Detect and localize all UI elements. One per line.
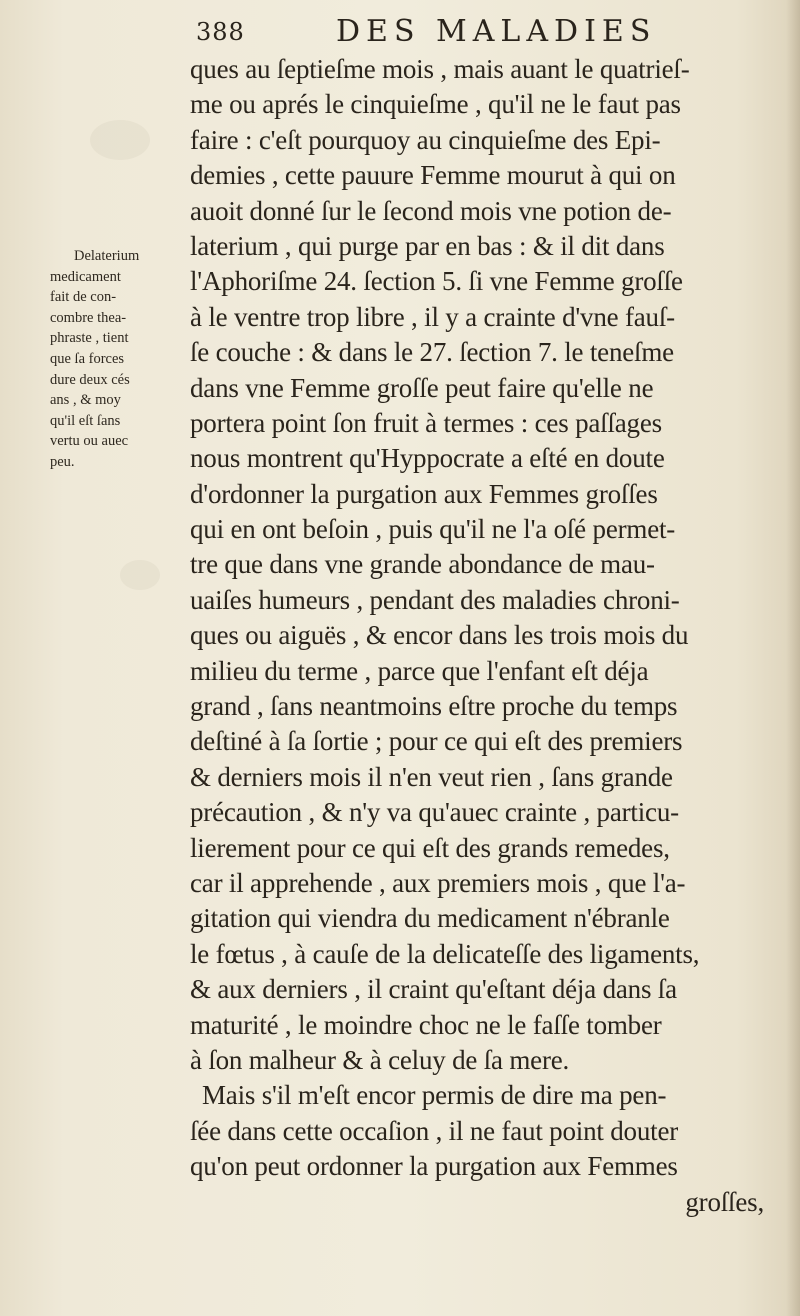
page-number: 388	[196, 18, 245, 46]
text-line: ques au ſeptieſme mois , mais auant le quatrieſ-	[190, 54, 690, 84]
margin-note-line: Delaterium	[74, 248, 140, 264]
margin-note-line: dure deux cés	[50, 371, 130, 388]
text-line: faire : c'eſt pourquoy au cinquieſme des Epi-	[190, 124, 661, 155]
margin-note-line: peu.	[50, 453, 75, 470]
margin-note-line: medicament	[50, 268, 121, 285]
text-line: à le ventre trop libre , il y a crainte d'vne fauſ-	[190, 301, 675, 332]
page-edge-shadow	[786, 0, 800, 1316]
text-line: d'ordonner la purgation aux Femmes groſſes	[190, 478, 658, 509]
text-line: qui en ont beſoin , puis qu'il ne l'a oſé permet-	[190, 514, 676, 545]
text-line: ques ou aiguës , & encor dans les trois mois du	[190, 620, 689, 651]
text-line: l'Aphoriſme 24. ſection 5. ſi vne Femme groſſe	[190, 266, 683, 297]
text-line: nous montrent qu'Hyppocrate a eſté en doute	[190, 443, 665, 474]
text-line: précaution , & n'y va qu'auec crainte , particu-	[190, 797, 679, 828]
text-line: uaiſes humeurs , pendant des maladies chroni-	[190, 584, 680, 615]
text-line: ſée dans cette occaſion , il ne faut point douter	[190, 1115, 679, 1146]
body-text	[190, 52, 770, 1220]
text-line: lierement pour ce qui eſt des grands remedes,	[190, 832, 670, 863]
text-line: & aux derniers , il craint qu'eſtant déja dans ſa	[190, 974, 677, 1005]
margin-note	[50, 246, 186, 473]
margin-note-line: combre thea-	[50, 309, 127, 326]
page-header	[196, 14, 776, 54]
paper-stain	[120, 560, 160, 590]
text-line: dans vne Femme groſſe peut faire qu'elle ne	[190, 372, 654, 403]
text-line: le fœtus , à cauſe de la delicateſſe des ligaments,	[190, 938, 700, 969]
text-line: auoit donné ſur le ſecond mois vne potion de-	[190, 195, 672, 226]
text-line: car il apprehende , aux premiers mois , que l'a-	[190, 867, 686, 898]
margin-note-line: vertu ou auec	[50, 433, 129, 450]
paper-stain	[90, 120, 150, 160]
margin-note-line: qu'il eſt ſans	[50, 412, 121, 429]
text-line: qu'on peut ordonner la purgation aux Femmes	[190, 1151, 678, 1182]
margin-note-line: fait de con-	[50, 289, 117, 306]
running-title: DES MALADIES	[336, 14, 657, 49]
text-line: demies , cette pauure Femme mourut à qui on	[190, 160, 676, 191]
text-line: tre que dans vne grande abondance de mau-	[190, 549, 655, 580]
text-line: me ou aprés le cinquieſme , qu'il ne le faut pas	[190, 89, 681, 120]
margin-note-line: phraste , tient	[50, 330, 129, 347]
text-line: & derniers mois il n'en veut rien , ſans grande	[190, 761, 673, 792]
text-line: portera point ſon fruit à termes : ces paſſages	[190, 407, 662, 438]
text-line: grand , ſans neantmoins eſtre proche du temps	[190, 691, 678, 722]
text-line: ſe couche : & dans le 27. ſection 7. le teneſme	[190, 337, 674, 368]
text-line: deſtiné à ſa ſortie ; pour ce qui eſt des premiers	[190, 726, 683, 757]
margin-note-line: que ſa forces	[50, 350, 125, 367]
text-line: laterium , qui purge par en bas : & il dit dans	[190, 230, 665, 261]
text-line: milieu du terme , parce que l'enfant eſt déja	[190, 655, 649, 686]
text-line: Mais s'il m'eſt encor permis de dire ma pen-	[202, 1080, 667, 1111]
text-line: maturité , le moindre choc ne le faſſe tomber	[190, 1009, 662, 1040]
margin-note-line: ans , & moy	[50, 392, 121, 409]
catchword: groſſes,	[685, 1186, 764, 1217]
text-line: à ſon malheur & à celuy de ſa mere.	[190, 1044, 570, 1075]
text-line: gitation qui viendra du medicament n'ébranle	[190, 903, 670, 934]
